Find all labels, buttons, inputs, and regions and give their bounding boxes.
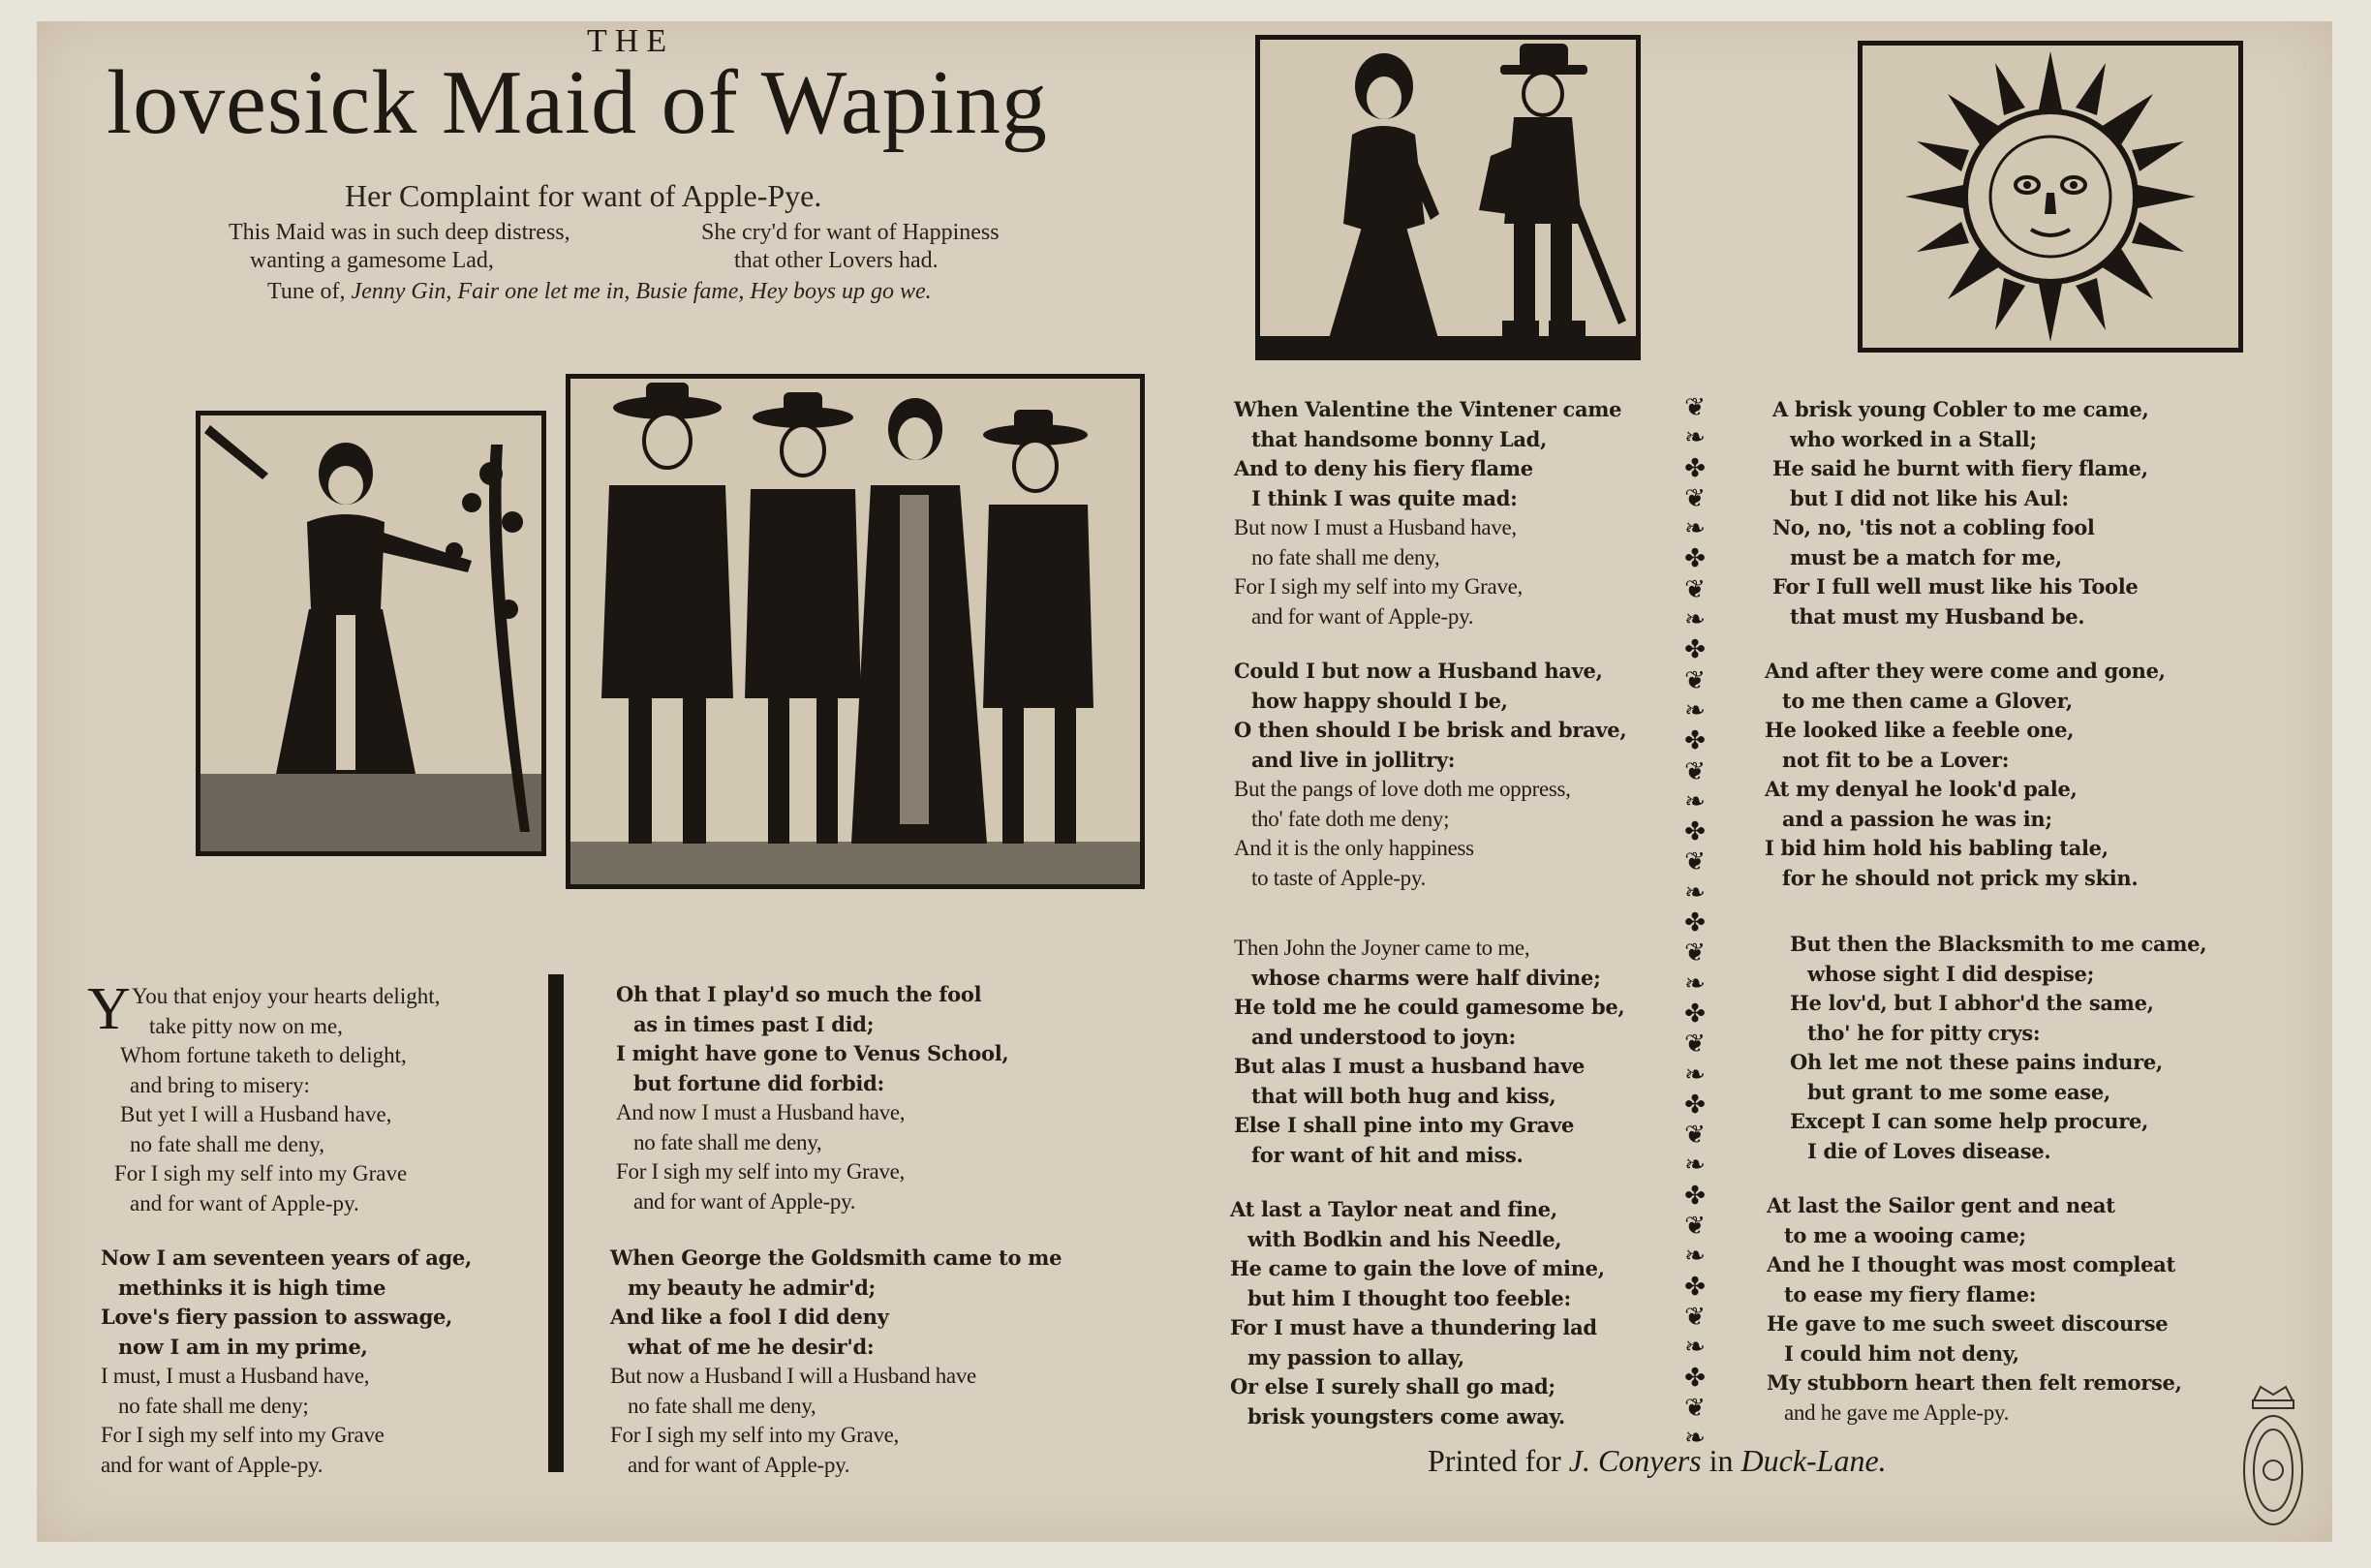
stanza-line: my passion to allay, [1247, 1344, 1464, 1369]
stanza-line: For I sigh my self into my Grave, [1234, 574, 1524, 599]
stanza-11 [1790, 930, 2206, 1166]
stanza-line: whose charms were half divine; [1251, 965, 1601, 990]
stanza-line: Could I but now a Husband have, [1234, 659, 1603, 683]
stanza-line: who worked in a Stall; [1790, 426, 2037, 451]
stanza-line: as in times past I did; [633, 1011, 875, 1036]
stanza-10 [1765, 657, 2166, 893]
stanza-line: and for want of Apple-py. [1251, 603, 1474, 629]
title-the: THE [587, 23, 675, 59]
stanza-line: not fit to be a Lover: [1782, 747, 2010, 772]
stamp-seal-icon [2239, 1383, 2307, 1528]
stanza-line: to taste of Apple-py. [1251, 865, 1427, 890]
stanza-2 [101, 1244, 472, 1480]
stanza-line: He gave to me such sweet discourse [1767, 1311, 2169, 1336]
stanza-line: and for want of Apple-py. [130, 1190, 359, 1215]
stanza-line: that will both hug and kiss, [1251, 1083, 1556, 1108]
stanza-line: I might have gone to Venus School, [616, 1041, 1009, 1065]
stanza-line: Else I shall pine into my Grave [1234, 1113, 1575, 1137]
imprint-mid: in [1709, 1443, 1734, 1478]
stanza-line: And like a fool I did deny [610, 1305, 889, 1329]
stanza-line: and bring to misery: [130, 1072, 310, 1097]
stanza-line: to me a wooing came; [1784, 1222, 2026, 1247]
woodcut-sun [1858, 41, 2243, 353]
stanza-line: For I sigh my self into my Grave, [616, 1159, 906, 1184]
stanza-line: Now I am seventeen years of age, [101, 1245, 472, 1270]
stanza-line: At last the Sailor gent and neat [1767, 1193, 2115, 1217]
stanza-line: But now a Husband I will a Husband have [610, 1364, 976, 1388]
fleuron-border: ❦ ❧ ✤ ❦ ❧ ✤ ❦ ❧ ✤ ❦ ❧ ✤ ❦ ❧ ✤ ❦ ❧ ✤ ❦ ❧ ✤ ❦ ❧ ✤ ❦ ❧ ✤ ❦ ❧ ✤ ❦ ❧ ✤ ❦ ❧ [1684, 393, 1706, 1454]
stanza-line: no fate shall me deny, [130, 1131, 324, 1156]
stanza-line: And now I must a Husband have, [616, 1100, 906, 1124]
stanza-line: Except I can some help procure, [1790, 1109, 2149, 1133]
stanza-line: with Bodkin and his Needle, [1247, 1226, 1562, 1251]
stanza-7 [1234, 934, 1624, 1170]
stanza-line: I could him not deny, [1784, 1340, 2019, 1366]
stanza-line: And after they were come and gone, [1765, 659, 2166, 683]
stanza-line: for want of hit and miss. [1251, 1142, 1524, 1167]
stanza-line: but fortune did forbid: [633, 1070, 884, 1095]
stanza-9 [1772, 395, 2148, 631]
stanza-line: No, no, 'tis not a cobling fool [1772, 515, 2095, 539]
column-rule [548, 974, 564, 1472]
stanza-6 [1234, 657, 1626, 893]
stanza-line: for he should not prick my skin. [1782, 865, 2139, 890]
stanza-3 [616, 980, 1008, 1216]
intro-right [701, 219, 1000, 275]
stanza-line: And he I thought was most compleat [1767, 1252, 2175, 1276]
stanza-line: no fate shall me deny, [633, 1129, 822, 1154]
stanza-line: O then should I be brisk and brave, [1234, 718, 1627, 742]
stanza-line: I must, I must a Husband have, [101, 1364, 370, 1388]
stanza-line: He looked like a feeble one, [1765, 718, 2075, 742]
tune-line [267, 279, 932, 305]
stanza-line: methinks it is high time [118, 1275, 386, 1300]
stanza-line: Then John the Joyner came to me, [1234, 936, 1530, 960]
subtitle: Her Complaint for want of Apple-Pye. [345, 178, 822, 213]
sun-illustration [1863, 46, 2238, 348]
stanza-1 [114, 982, 441, 1218]
stanza-line: I die of Loves disease. [1807, 1138, 2051, 1163]
stanza-line: At last a Taylor neat and fine, [1230, 1197, 1557, 1221]
stanza-line: He told me he could gamesome be, [1234, 995, 1625, 1019]
stanza-line: When Valentine the Vintener came [1234, 397, 1622, 421]
imprint [1428, 1443, 1887, 1479]
intro-left [229, 219, 570, 275]
stanza-line: And to deny his fiery flame [1234, 456, 1533, 480]
stanza-line: what of me he desir'd: [628, 1334, 875, 1359]
imprint-place: Duck-Lane. [1740, 1443, 1887, 1478]
stanza-line: He lov'd, but I abhor'd the same, [1790, 991, 2154, 1015]
stanza-line: and understood to joyn: [1251, 1024, 1516, 1049]
stanza-line: At my denyal he look'd pale, [1765, 777, 2078, 801]
stanza-line: For I sigh my self into my Grave [114, 1161, 408, 1185]
tune-names: Jenny Gin, Fair one let me in, Busie fame, Hey boys up go we. [351, 279, 932, 304]
imprint-prefix: Printed for [1428, 1443, 1561, 1478]
stanza-line: but him I thought too feeble: [1247, 1285, 1571, 1310]
stanza-line: Whom fortune taketh to delight, [120, 1043, 407, 1067]
stanza-line: You that enjoy your hearts delight, [132, 984, 441, 1008]
stanza-line: He said he burnt with fiery flame, [1772, 456, 2148, 480]
stanza-line: For I sigh my self into my Grave, [610, 1423, 900, 1447]
group-illustration [570, 379, 1140, 884]
stanza-line: to me then came a Glover, [1782, 688, 2073, 713]
stanza-line: For I must have a thundering lad [1230, 1315, 1597, 1339]
stanza-line: to ease my fiery flame: [1784, 1281, 2037, 1307]
stanza-line: my beauty he admir'd; [628, 1275, 876, 1300]
stanza-line: but grant to me some ease, [1807, 1079, 2110, 1104]
stanza-line: And it is the only happiness [1234, 836, 1474, 860]
stanza-line: that handsome bonny Lad, [1251, 426, 1548, 451]
stanza-line: Love's fiery passion to asswage, [101, 1305, 453, 1329]
stanza-line: A brisk young Cobler to me came, [1772, 397, 2149, 421]
drop-cap: Y [87, 976, 131, 1042]
stanza-line: tho' fate doth me deny; [1251, 806, 1450, 831]
stanza-line: For I sigh my self into my Grave [101, 1423, 385, 1447]
stanza-line: But alas I must a husband have [1234, 1054, 1586, 1078]
intro-right-line-1: She cry'd for want of Happiness [701, 220, 1000, 245]
maid-illustration [200, 415, 541, 851]
page-title: lovesick Maid of Waping [107, 52, 1048, 153]
stanza-5 [1234, 395, 1621, 631]
imprint-name: J. Conyers [1568, 1443, 1702, 1478]
stanza-line: now I am in my prime, [118, 1334, 368, 1359]
stanza-line: But the pangs of love doth me oppress, [1234, 777, 1571, 801]
stanza-line: that must my Husband be. [1790, 603, 2085, 629]
stanza-line: whose sight I did despise; [1807, 961, 2095, 986]
stanza-line: no fate shall me deny; [118, 1393, 309, 1418]
stanza-line: how happy should I be, [1251, 688, 1508, 713]
stanza-line: and for want of Apple-py. [628, 1452, 850, 1477]
stanza-line: My stubborn heart then felt remorse, [1767, 1370, 2182, 1395]
stanza-line: I bid him hold his babling tale, [1765, 836, 2109, 860]
stanza-line: Or else I surely shall go mad; [1230, 1374, 1555, 1399]
stanza-line: and he gave me Apple-py. [1784, 1399, 2010, 1425]
stanza-line: When George the Goldsmith came to me [610, 1245, 1062, 1270]
stanza-line: Oh that I play'd so much the fool [616, 982, 982, 1006]
stanza-line: and live in jollitry: [1251, 747, 1456, 772]
stanza-line: but I did not like his Aul: [1790, 485, 2069, 510]
intro-left-line-1: This Maid was in such deep distress, [229, 220, 570, 245]
stanza-line: must be a match for me, [1790, 544, 2062, 569]
stanza-line: Oh let me not these pains indure, [1790, 1050, 2163, 1074]
stanza-8 [1230, 1195, 1605, 1431]
stanza-line: He came to gain the love of mine, [1230, 1256, 1605, 1280]
stanza-line: But now I must a Husband have, [1234, 515, 1517, 539]
stanza-line: and for want of Apple-py. [633, 1188, 856, 1214]
stanza-line: and for want of Apple-py. [101, 1452, 323, 1477]
stanza-line: But then the Blacksmith to me came, [1790, 932, 2207, 956]
woodcut-couple [1255, 35, 1641, 360]
stanza-line: take pitty now on me, [149, 1013, 343, 1038]
stanza-4 [610, 1244, 1062, 1480]
stanza-line: no fate shall me deny, [1251, 544, 1440, 569]
stanza-12 [1767, 1191, 2182, 1428]
stanza-line: I think I was quite mad: [1251, 485, 1518, 510]
stanza-line: tho' he for pitty crys: [1807, 1020, 2041, 1045]
stanza-line: and a passion he was in; [1782, 806, 2052, 831]
intro-right-line-2: that other Lovers had. [734, 248, 939, 273]
woodcut-maid [196, 411, 546, 856]
broadside-sheet [37, 21, 2332, 1542]
couple-illustration [1260, 40, 1636, 355]
stanza-line: For I full well must like his Toole [1772, 574, 2139, 599]
library-stamp-icon [2239, 1383, 2307, 1532]
stanza-line: no fate shall me deny, [628, 1393, 816, 1418]
intro-left-line-2: wanting a gamesome Lad, [250, 248, 494, 273]
stanza-line: brisk youngsters come away. [1247, 1403, 1565, 1429]
tune-prefix: Tune of, [267, 279, 346, 304]
stanza-line: But yet I will a Husband have, [120, 1102, 392, 1126]
woodcut-group [566, 374, 1145, 889]
